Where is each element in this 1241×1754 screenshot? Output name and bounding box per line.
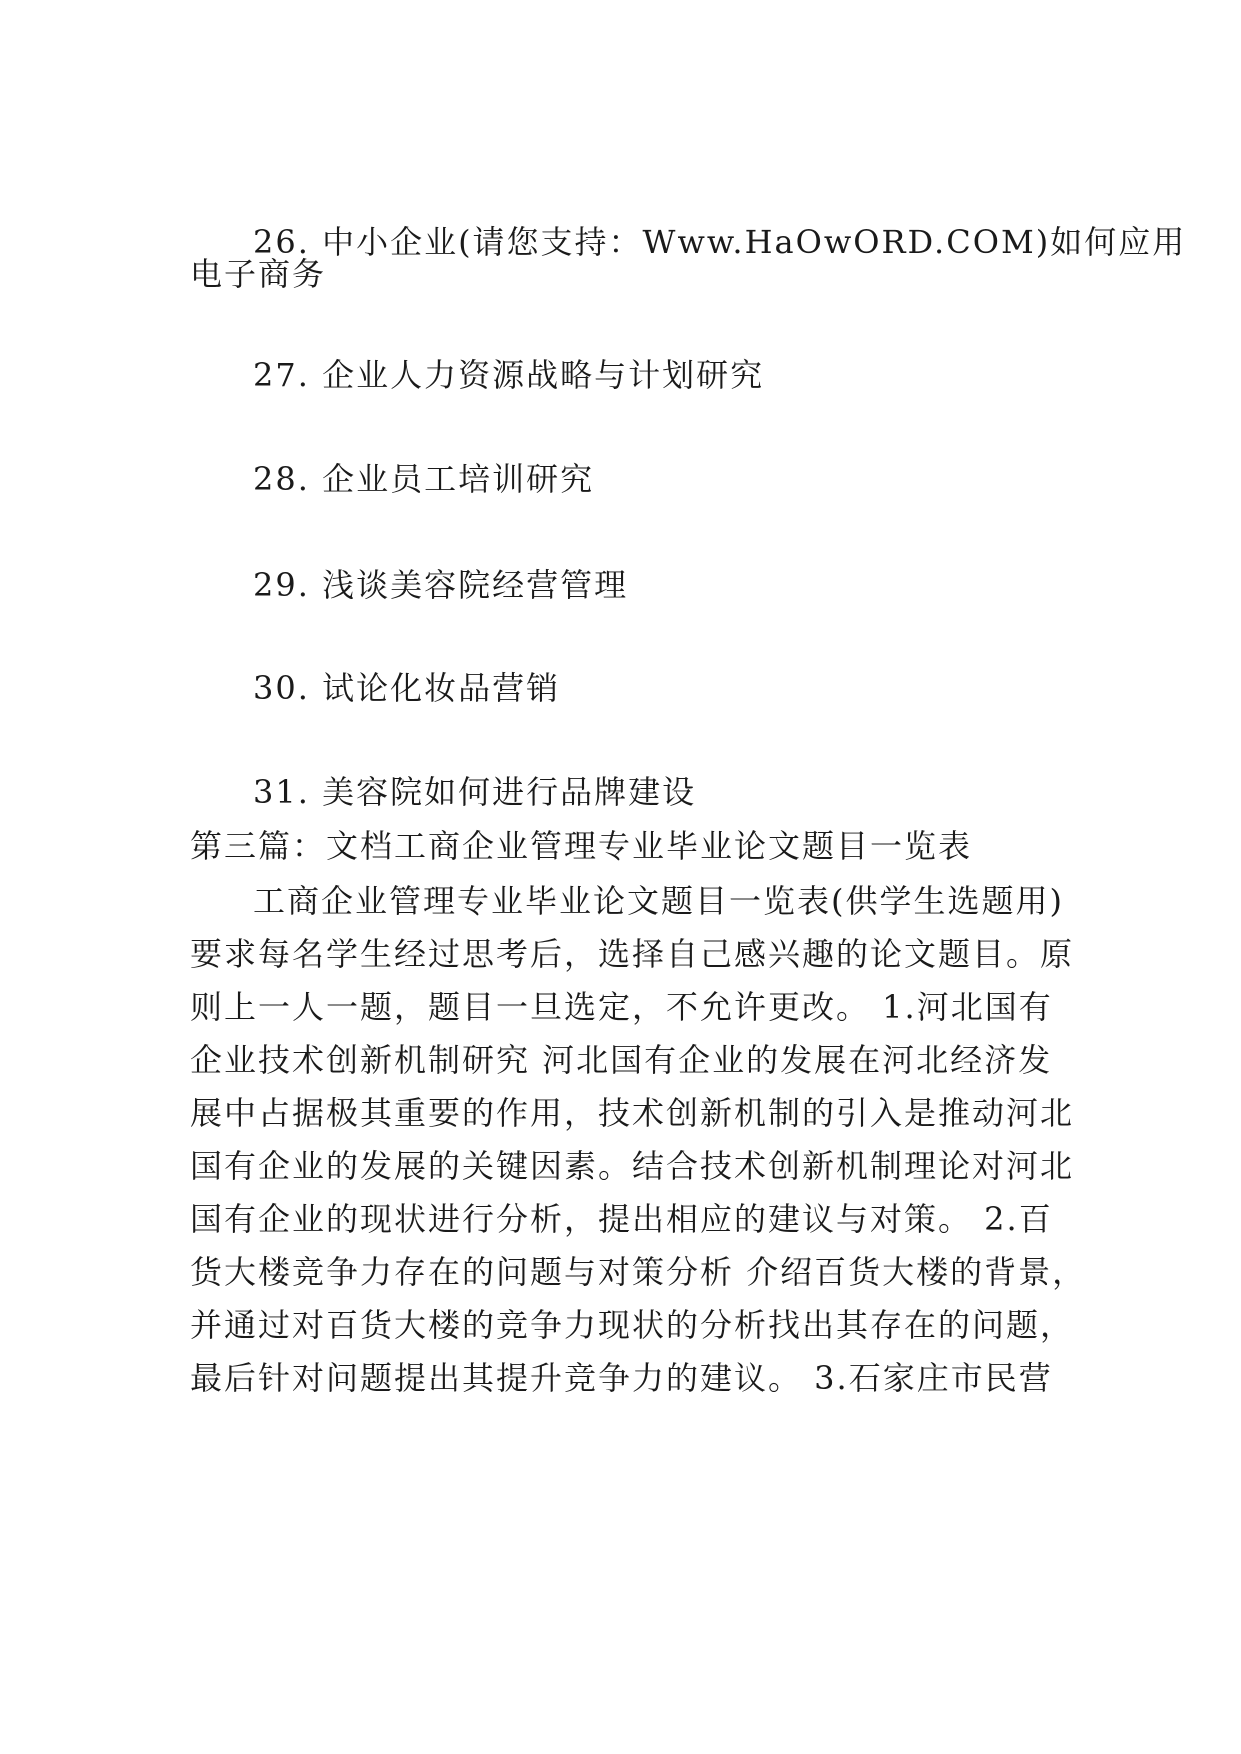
list-item-29: 29. 浅谈美容院经营管理 <box>253 566 629 604</box>
section-heading: 第三篇：文档工商企业管理专业毕业论文题目一览表 <box>190 827 973 865</box>
list-item-28: 28. 企业员工培训研究 <box>253 460 595 498</box>
body-line-9: 并通过对百货大楼的竞争力现状的分析找出其存在的问题， <box>190 1306 1075 1344</box>
list-item-26-line-2: 电子商务 <box>190 255 327 293</box>
body-line-5: 展中占据极其重要的作用，技术创新机制的引入是推动河北 <box>190 1094 1075 1132</box>
body-line-10: 最后针对问题提出其提升竞争力的建议。 3.石家庄市民营 <box>190 1359 1053 1397</box>
body-line-1: 工商企业管理专业毕业论文题目一览表(供学生选题用) <box>253 882 1064 920</box>
list-item-26-line-1: 26. 中小企业(请您支持：Www.HaOwORD.COM)如何应用 <box>253 223 1187 261</box>
list-item-30: 30. 试论化妆品营销 <box>253 669 561 707</box>
body-line-7: 国有企业的现状进行分析，提出相应的建议与对策。 2.百 <box>190 1200 1053 1238</box>
body-line-8: 货大楼竞争力存在的问题与对策分析 介绍百货大楼的背景， <box>190 1253 1087 1291</box>
body-line-4: 企业技术创新机制研究 河北国有企业的发展在河北经济发 <box>190 1041 1053 1079</box>
body-line-6: 国有企业的发展的关键因素。结合技术创新机制理论对河北 <box>190 1147 1075 1185</box>
body-line-2: 要求每名学生经过思考后，选择自己感兴趣的论文题目。原 <box>190 935 1075 973</box>
list-item-31: 31. 美容院如何进行品牌建设 <box>253 773 697 811</box>
body-line-3: 则上一人一题，题目一旦选定，不允许更改。 1.河北国有 <box>190 988 1053 1026</box>
list-item-27: 27. 企业人力资源战略与计划研究 <box>253 356 765 394</box>
